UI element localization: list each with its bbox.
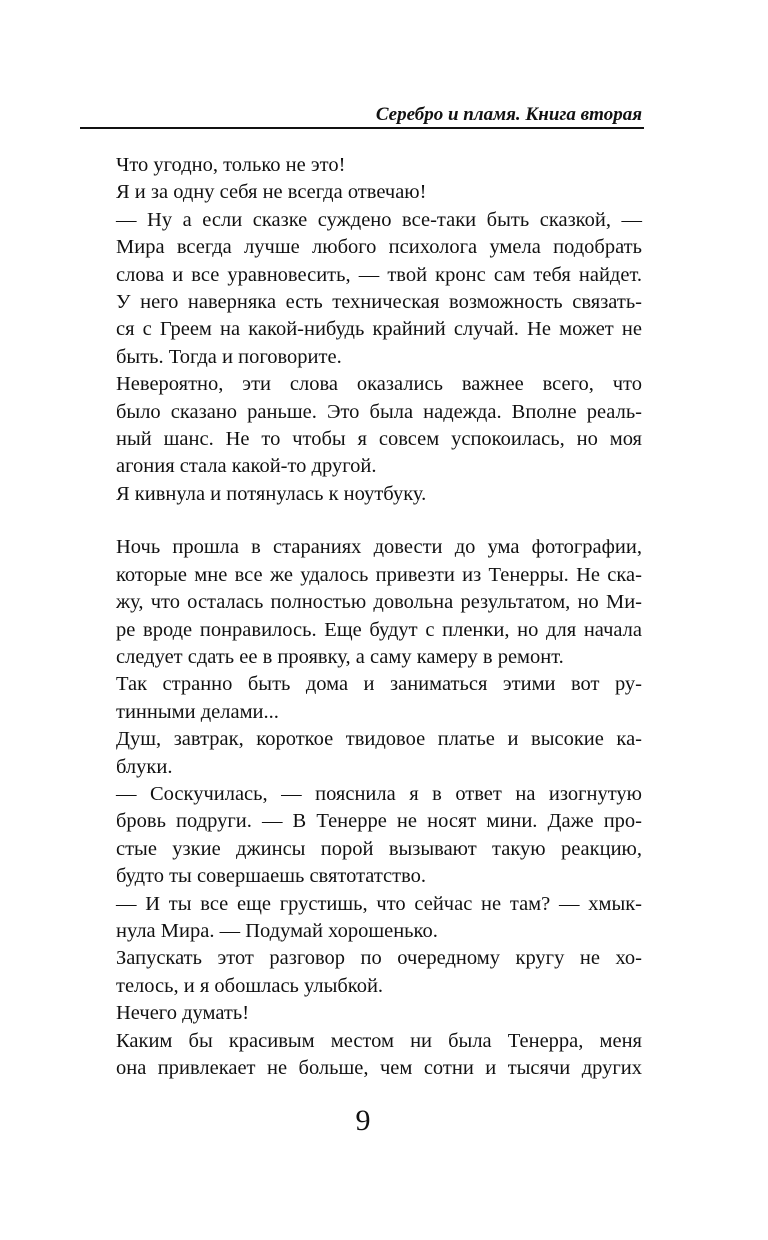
text-line: Я кивнула и потянулась к ноутбуку. [116,482,427,505]
text-line: агония стала какой-то другой. [116,455,377,478]
text-line: будто ты совершаешь святотатство. [116,865,427,888]
paragraph [82,945,642,1000]
paragraph [82,1028,642,1083]
text-line: Запускать этот разговор по очередному кругу не хо- [116,947,642,970]
text-line: Ночь прошла в стараниях довести до ума фотографии, [116,536,642,559]
text-line: телось, и я обошлась улыбкой. [116,974,384,997]
text-line: Душ, завтрак, короткое твидовое платье и высокие ка- [116,728,642,751]
header-rule [80,127,644,129]
text-line: ся с Греем на какой-нибудь крайний случай. Не может не [116,318,642,341]
text-line: быть. Тогда и поговорите. [116,345,342,368]
paragraph [82,371,642,481]
text-line: Невероятно, эти слова оказались важнее всего, что [116,373,642,396]
paragraph [82,534,642,671]
text-line: Каким бы красивым местом ни была Тенерра, меня [116,1029,642,1052]
paragraph [82,152,642,179]
text-line: Так странно быть дома и заниматься этими вот ру- [116,673,642,696]
body-text [82,152,642,1082]
running-title: Серебро и пламя. Книга вторая [375,104,642,125]
text-line: — Соскучилась, — пояснила я в ответ на изогнутую [116,782,642,805]
text-line: тинными делами... [116,700,279,723]
text-line: Мира всегда лучше любого психолога умела подобрать [116,236,642,259]
paragraph [82,207,642,371]
text-line: Нечего думать! [116,1002,250,1025]
text-line: она привлекает не больше, чем сотни и тысячи других [116,1057,642,1079]
text-line: Я и за одну себя не всегда отвечаю! [116,181,427,204]
text-line: У него наверняка есть техническая возможность связать- [116,291,642,314]
text-line: нула Мира. — Подумай хорошенько. [116,919,438,942]
text-line: следует сдать ее в проявку, а саму камеру в ремонт. [116,645,564,668]
text-line: стые узкие джинсы порой вызывают такую реакцию, [116,837,642,860]
text-line: жу, что осталась полностью довольна результатом, но Ми- [116,591,642,614]
text-line: ный шанс. Не то чтобы я совсем успокоилась, но моя [116,428,642,451]
text-line: — Ну а если сказке суждено все-таки быть сказкой, — [116,208,642,231]
text-line: ре вроде понравилось. Еще будут с пленки, но для начала [116,618,642,641]
paragraph [82,179,642,206]
paragraph [82,481,642,508]
text-line: слова и все уравновесить, — твой кронс сам тебя найдет. [116,263,642,286]
text-line: бровь подруги. — В Тенерре не носят мини. Даже про- [116,810,642,833]
text-line: которые мне все же удалось привезти из Тенерры. Не ска- [116,563,642,586]
paragraph [82,891,642,946]
section-break [82,508,642,534]
text-line: блуки. [116,755,173,778]
paragraph [82,671,642,726]
text-line: было сказано раньше. Это была надежда. Вполне реаль- [116,400,642,423]
text-line: — И ты все еще грустишь, что сейчас не там? — хмык- [116,892,642,915]
text-line: Что угодно, только не это! [116,154,346,176]
paragraph [82,781,642,891]
page-number: 9 [355,1104,371,1137]
paragraph [82,726,642,781]
paragraph [82,1000,642,1027]
